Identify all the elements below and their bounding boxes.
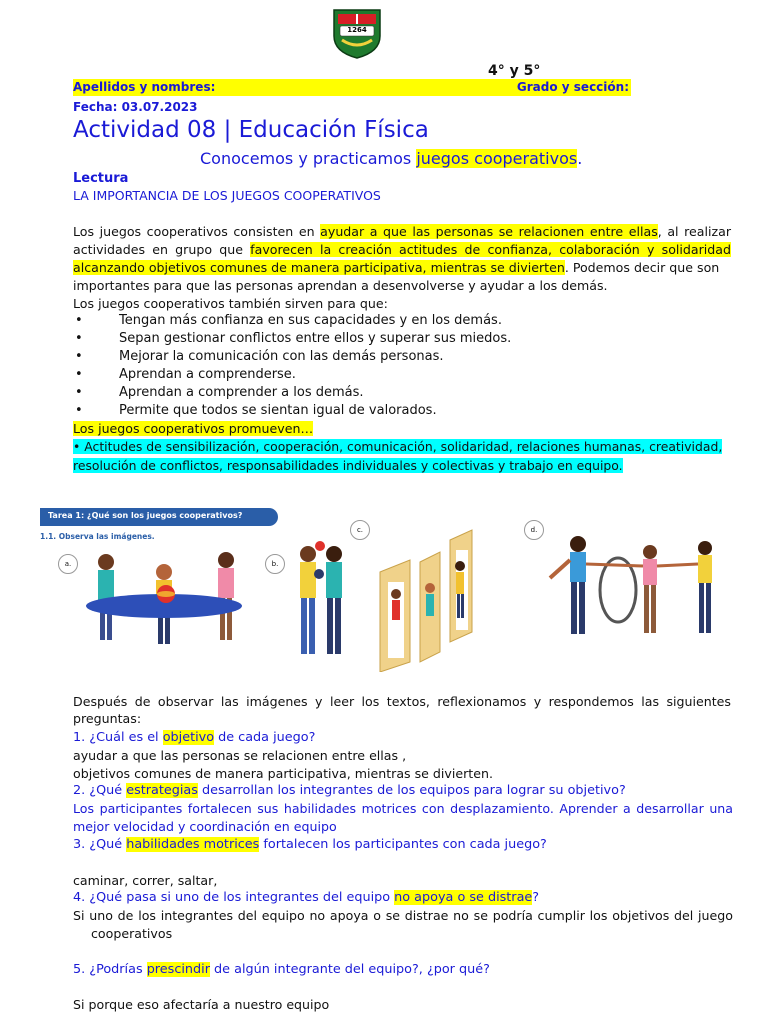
paragraph-line: actividades en grupo que favorecen la creación actitudes de confianza, colaboración y solidaridad xyxy=(73,242,731,257)
figure-b-drawing xyxy=(288,538,358,668)
reading-label: Lectura xyxy=(73,171,129,186)
subtitle-highlight: juegos cooperativos xyxy=(416,149,578,168)
paragraph-line: importantes para que las personas aprendan a desenvolverse y ayudar a los demás. xyxy=(73,278,608,293)
paragraph-line: alcanzando objetivos comunes de manera participativa, mientras se divierten. Podemos decir que son xyxy=(73,260,720,275)
name-label: Apellidos y nombres: xyxy=(73,80,216,94)
figure-b-label: b. xyxy=(265,554,285,574)
answer-2: mejor velocidad y coordinación en equipo xyxy=(73,819,337,834)
promote-line: • Actitudes de sensibilización, cooperación, comunicación, solidaridad, relaciones humanas, creatividad, xyxy=(73,439,723,454)
answer-1: objetivos comunes de manera participativa, mientras se divierten. xyxy=(73,766,493,781)
list-item: • Aprendan a comprenderse. xyxy=(75,367,296,382)
figure-a-drawing xyxy=(76,542,252,662)
paragraph-line: Los juegos cooperativos consisten en ayudar a que las personas se relacionen entre ellas, al realizar xyxy=(73,224,731,239)
task-sub: 1.1. Observa las imágenes. xyxy=(40,532,155,541)
page-title: Actividad 08 | Educación Física xyxy=(73,117,429,143)
question-5: 5. ¿Podrías prescindir de algún integrante del equipo?, ¿por qué? xyxy=(73,962,490,977)
grade-level: 4° y 5° xyxy=(488,63,541,79)
page-subtitle: Conocemos y practicamos juegos cooperativos. xyxy=(200,149,583,168)
school-crest-logo xyxy=(330,6,384,60)
question-3: 3. ¿Qué habilidades motrices fortalecen los participantes con cada juego? xyxy=(73,837,547,852)
reading-heading: LA IMPORTANCIA DE LOS JUEGOS COOPERATIVOS xyxy=(73,188,381,203)
list-item: • Mejorar la comunicación con las demás personas. xyxy=(75,349,444,364)
intro-line: preguntas: xyxy=(73,711,142,726)
answer-5: Si porque eso afectaría a nuestro equipo xyxy=(73,997,330,1012)
promote-line: resolución de conflictos, responsabilidades individuales y colectivas y trabajo en equipo. xyxy=(73,458,623,473)
date-label: Fecha: 03.07.2023 xyxy=(73,100,198,114)
figure-d-drawing xyxy=(540,530,740,650)
answer-4: cooperativos xyxy=(91,926,173,941)
promote-label: Los juegos cooperativos promueven… xyxy=(73,421,314,436)
answer-2: Los participantes fortalecen sus habilidades motrices con desplazamiento. Aprender a desarrollar una xyxy=(73,801,733,816)
answer-1: ayudar a que las personas se relacionen entre ellas , xyxy=(73,748,407,763)
question-4: 4. ¿Qué pasa si uno de los integrantes del equipo no apoya o se distrae? xyxy=(73,890,540,905)
crest-number: 1264 xyxy=(347,26,367,34)
name-grade-bar xyxy=(73,79,631,96)
list-item: • Sepan gestionar conflictos entre ellos y superar sus miedos. xyxy=(75,331,512,346)
paragraph-line: Los juegos cooperativos también sirven para que: xyxy=(73,296,388,311)
figure-c-label: c. xyxy=(350,520,370,540)
list-item: • Aprendan a comprender a los demás. xyxy=(75,385,364,400)
answer-4: Si uno de los integrantes del equipo no apoya o se distrae no se podría cumplir los objetivos del juego xyxy=(73,908,733,923)
figure-a-label: a. xyxy=(58,554,78,574)
list-item: • Permite que todos se sientan igual de valorados. xyxy=(75,403,437,418)
grade-section-label: Grado y sección: xyxy=(516,80,629,94)
activity-illustration xyxy=(40,508,745,678)
question-1: 1. ¿Cuál es el objetivo de cada juego? xyxy=(73,730,316,745)
figure-d-label: d. xyxy=(524,520,544,540)
list-item: • Tengan más confianza en sus capacidades y en los demás. xyxy=(75,313,502,328)
task-banner: Tarea 1: ¿Qué son los juegos cooperativos? xyxy=(40,508,278,526)
intro-line: Después de observar las imágenes y leer los textos, reflexionamos y respondemos las siguientes xyxy=(73,694,731,709)
figure-c-drawing xyxy=(360,522,510,672)
question-2: 2. ¿Qué estrategias desarrollan los integrantes de los equipos para lograr su objetivo? xyxy=(73,783,626,798)
answer-3: caminar, correr, saltar, xyxy=(73,873,218,888)
